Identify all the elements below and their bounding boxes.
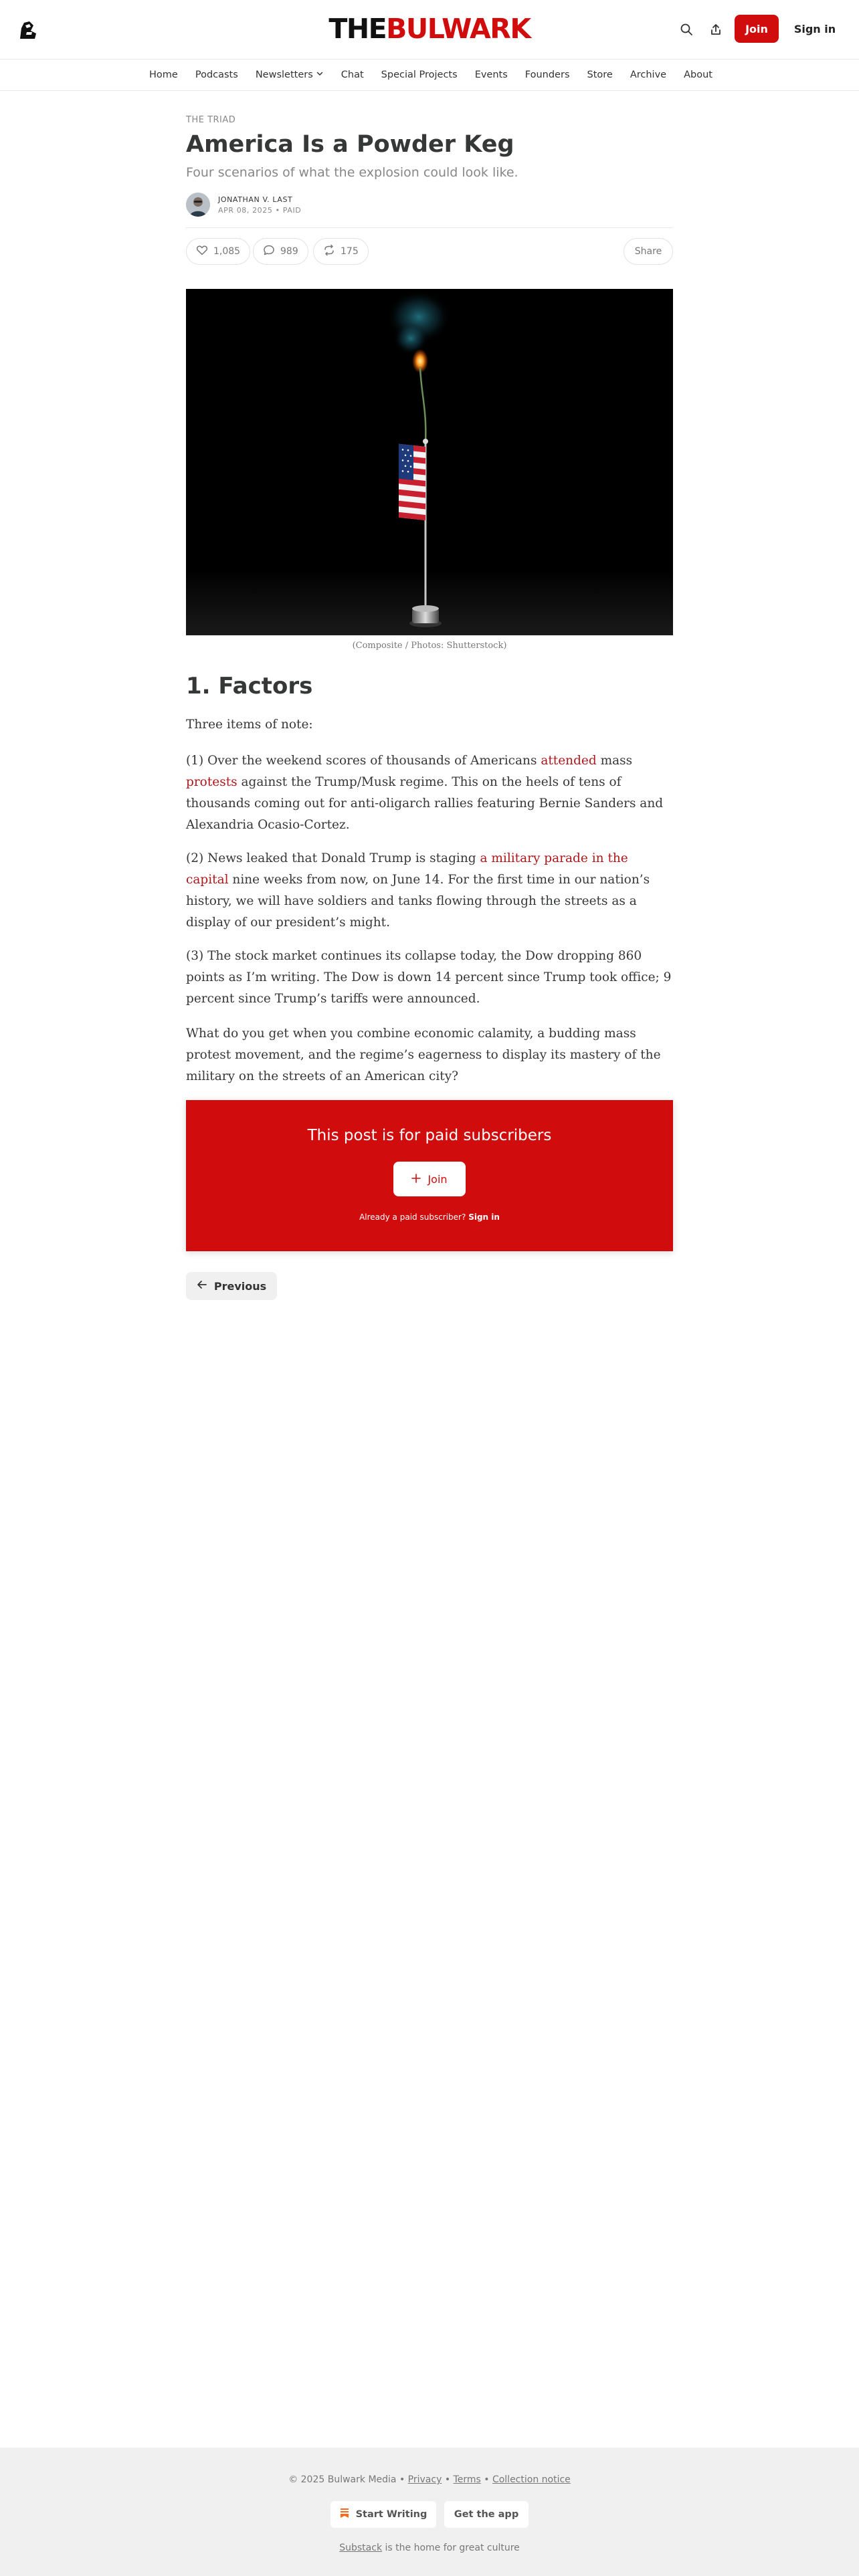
copyright-text: © 2025 Bulwark Media [288, 2474, 397, 2485]
link-attended[interactable]: attended [541, 754, 597, 768]
link-protests[interactable]: protests [186, 775, 237, 789]
nav-item-events[interactable] [475, 70, 508, 80]
brand-bulwark: BULWARK [386, 13, 531, 45]
separator-dot: • [275, 205, 280, 215]
post-date: APR 08, 2025 [218, 205, 273, 215]
post-actions [186, 238, 673, 267]
body-paragraph: What do you get when you combine economic calamity, a budding mass protest movement, and the regime’s eagerness to display its mastery of the military on the streets of an American city? [186, 1027, 661, 1083]
nav-label: Podcasts [195, 70, 238, 80]
nav-item-about[interactable] [684, 70, 712, 80]
like-button[interactable] [186, 238, 250, 265]
already-subscriber-text: Already a paid subscriber? [359, 1212, 466, 1222]
site-footer [0, 2448, 859, 2576]
post-section-kicker[interactable]: THE TRIAD [186, 115, 236, 125]
post-subtitle: Four scenarios of what the explosion could look like. [186, 165, 518, 180]
byline [186, 190, 673, 219]
previous-label: Previous [213, 1279, 267, 1293]
restack-count: 175 [341, 246, 359, 257]
terms-link[interactable]: Terms [453, 2474, 481, 2485]
nav-label: Archive [630, 70, 667, 80]
text-run: nine weeks from now, on June 14. For the first time in our nation’s history, we will have soldiers and tanks flowing through the streets as a display of our president’s might. [186, 873, 650, 930]
header-signin-button[interactable]: Sign in [793, 22, 836, 35]
body-paragraph: (3) The stock market continues its collapse today, the Dow dropping 860 points as I’m writing. The Dow is down 14 percent since Trump took office; 9 percent since Trump’s tariffs were announced. [186, 949, 672, 1006]
share-button[interactable]: Share [624, 238, 673, 265]
tagline-text: is the home for great culture [385, 2543, 520, 2553]
text-run: (1) Over the weekend scores of thousands of Americans [186, 754, 541, 768]
nav-item-newsletters[interactable] [256, 70, 324, 80]
nav-item-founders[interactable] [525, 70, 570, 80]
nav-label: Events [474, 70, 508, 80]
footer-legal-line [0, 2474, 859, 2485]
heart-icon [196, 244, 208, 259]
substack-logo-icon [340, 2508, 349, 2521]
nav-label: Newsletters [255, 70, 313, 80]
nav-item-special-projects[interactable] [381, 70, 458, 80]
nav-item-store[interactable] [587, 70, 613, 80]
body-paragraph [186, 848, 673, 934]
separator-dot: • [444, 2474, 451, 2485]
comment-count: 989 [280, 246, 298, 257]
arrow-left-icon [197, 1279, 207, 1293]
privacy-link[interactable]: Privacy [407, 2474, 442, 2485]
hero-image-flag-fuse[interactable] [186, 289, 673, 635]
link-military-parade[interactable]: a military parade in the capital [186, 851, 628, 887]
text-run: mass [596, 754, 633, 768]
chevron-down-icon [316, 70, 324, 80]
paywall-panel [186, 1100, 673, 1251]
paywall-signin-link[interactable]: Sign in [468, 1212, 500, 1222]
site-brand-logo[interactable] [0, 12, 859, 45]
author-avatar[interactable] [186, 193, 210, 217]
comment-bubble-icon [263, 244, 275, 259]
author-name[interactable]: JONATHAN V. LAST [218, 195, 293, 204]
paywall-join-label: Join [427, 1172, 448, 1186]
comment-button[interactable] [253, 238, 308, 265]
body-paragraph [186, 750, 673, 836]
byline-meta [218, 195, 301, 215]
nav-label: Home [149, 70, 178, 80]
search-icon[interactable] [677, 20, 696, 39]
main-nav [0, 59, 859, 91]
nav-item-chat[interactable] [341, 70, 364, 80]
get-the-app-button[interactable]: Get the app [444, 2501, 529, 2528]
like-count: 1,085 [213, 246, 241, 257]
substack-link[interactable]: Substack [339, 2543, 383, 2553]
post-title: America Is a Powder Keg [186, 131, 514, 158]
text-run: (2) News leaked that Donald Trump is staging [186, 851, 480, 865]
nav-item-archive[interactable] [630, 70, 666, 80]
collection-notice-link[interactable]: Collection notice [492, 2474, 571, 2485]
nav-item-home[interactable] [149, 70, 178, 80]
header-join-button[interactable]: Join [735, 15, 779, 43]
start-writing-button[interactable] [330, 2501, 436, 2528]
text-run: against the Trump/Musk regime. This on the heels of tens of thousands coming out for anti-oligarch rallies featuring Bernie Sanders and Alexandria Ocasio-Cortez. [186, 775, 664, 832]
divider [186, 227, 673, 228]
paywall-title: This post is for paid subscribers [307, 1127, 552, 1144]
image-caption: (Composite / Photos: Shutterstock) [352, 641, 507, 651]
nav-label: About [684, 70, 712, 80]
restack-button[interactable] [313, 238, 369, 265]
body-paragraph: Three items of note: [186, 718, 313, 732]
post-date-line [218, 206, 301, 215]
previous-post-button[interactable] [186, 1272, 277, 1300]
share-upload-icon[interactable] [706, 20, 725, 39]
footer-tagline [0, 2543, 859, 2553]
nav-label: Chat [341, 70, 364, 80]
paywall-signin-line [186, 1212, 673, 1222]
brand-the: THE [328, 13, 387, 45]
site-header [0, 0, 859, 59]
nav-label: Store [587, 70, 613, 80]
nav-label: Special Projects [381, 70, 458, 80]
plus-icon [411, 1173, 421, 1186]
separator-dot: • [484, 2474, 490, 2485]
separator-dot: • [399, 2474, 405, 2485]
paywall-join-button[interactable] [393, 1162, 466, 1196]
nav-label: Founders [524, 70, 570, 80]
start-writing-label: Start Writing [355, 2509, 427, 2520]
restack-icon [323, 244, 335, 259]
nav-item-podcasts[interactable] [195, 70, 238, 80]
access-label: PAID [282, 205, 302, 215]
section-heading: 1. Factors [186, 673, 313, 700]
